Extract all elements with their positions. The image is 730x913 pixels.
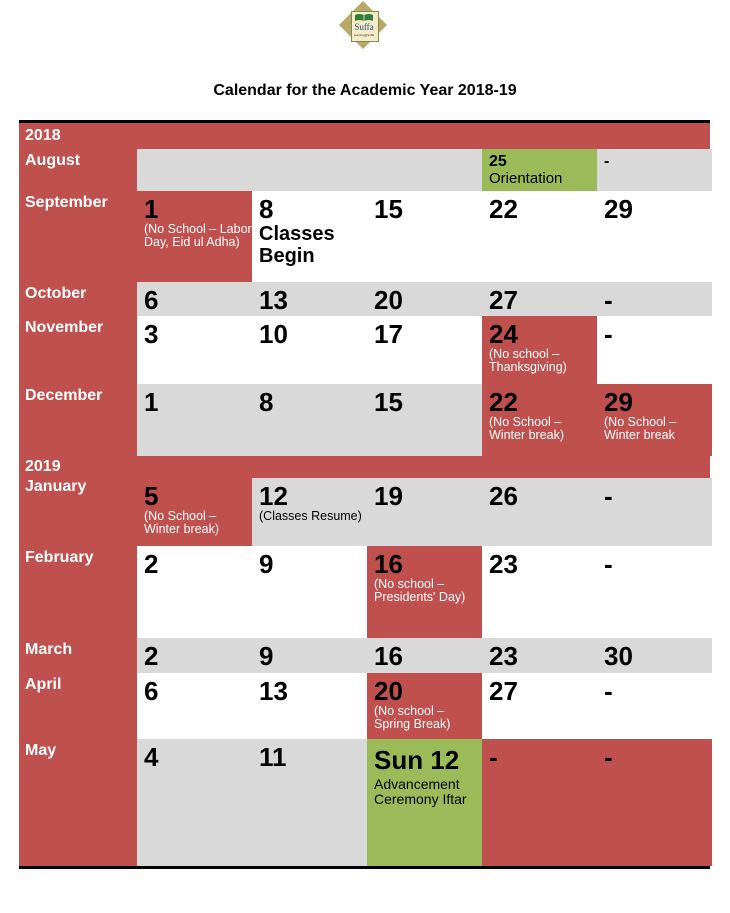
month-row-december xyxy=(19,384,710,456)
month-row-january xyxy=(19,478,710,546)
academic-calendar-table xyxy=(19,120,710,869)
open-book-icon xyxy=(354,13,374,22)
date-cell xyxy=(137,191,252,282)
date-number: - xyxy=(604,549,613,579)
date-number: 22 xyxy=(489,194,518,224)
date-note: (No School – Labor Day, Eid ul Adha) xyxy=(144,222,252,249)
date-number: 24 xyxy=(489,319,518,349)
date-cell xyxy=(252,191,367,282)
date-cell xyxy=(597,638,712,673)
date-number: 8 xyxy=(259,194,274,224)
school-logo xyxy=(340,2,388,50)
date-number: 29 xyxy=(604,194,633,224)
date-number: 20 xyxy=(374,676,403,706)
date-number: Sun 12 xyxy=(374,745,460,775)
date-number: 4 xyxy=(144,742,159,772)
date-note: (No School – Winter break) xyxy=(144,509,220,536)
date-number: 16 xyxy=(374,641,403,671)
date-note: Orientation xyxy=(489,170,563,187)
month-row-april xyxy=(19,673,710,739)
date-cell xyxy=(252,638,367,673)
date-note: (No School – Winter break xyxy=(604,415,677,442)
date-cell xyxy=(482,282,597,316)
date-number: 15 xyxy=(374,194,403,224)
date-cell xyxy=(252,739,367,866)
month-row-march xyxy=(19,638,710,673)
date-cell xyxy=(597,384,712,456)
empty-cell xyxy=(137,149,482,191)
date-number: 8 xyxy=(259,387,274,417)
year-label: 2018 xyxy=(25,127,61,144)
year-label: 2019 xyxy=(25,458,61,475)
date-cell xyxy=(367,478,482,546)
date-number: - xyxy=(604,153,610,170)
date-cell xyxy=(482,638,597,673)
date-cell xyxy=(137,546,252,638)
date-cell xyxy=(252,478,367,546)
date-note: (Classes Resume) xyxy=(259,509,362,523)
date-number: - xyxy=(604,676,613,706)
date-number: 9 xyxy=(259,549,274,579)
date-note: Classes Begin xyxy=(259,223,335,267)
month-label: April xyxy=(19,673,137,739)
date-number: 10 xyxy=(259,319,288,349)
month-label: January xyxy=(19,478,137,546)
date-cell xyxy=(252,316,367,384)
date-note: Advancement Ceremony Iftar xyxy=(374,776,467,807)
date-number: 23 xyxy=(489,549,518,579)
date-cell xyxy=(482,739,597,866)
date-cell xyxy=(137,638,252,673)
date-number: 23 xyxy=(489,641,518,671)
logo-brand: Suffa xyxy=(354,22,374,32)
date-number: 20 xyxy=(374,285,403,315)
month-row-october xyxy=(19,282,710,316)
date-cell xyxy=(367,739,482,866)
date-cell xyxy=(137,739,252,866)
month-label: May xyxy=(19,739,137,866)
date-cell xyxy=(137,384,252,456)
date-cell xyxy=(137,282,252,316)
date-cell xyxy=(252,384,367,456)
date-number: 1 xyxy=(144,387,159,417)
date-number: 13 xyxy=(259,676,288,706)
date-cell xyxy=(367,673,482,739)
date-number: 6 xyxy=(144,285,159,315)
date-cell xyxy=(137,673,252,739)
date-cell xyxy=(597,739,712,866)
logo-tagline: learning@suffa xyxy=(353,33,375,37)
date-number: - xyxy=(604,319,613,349)
date-note: (No school – Spring Break) xyxy=(374,704,451,731)
date-number: 22 xyxy=(489,387,518,417)
date-number: 30 xyxy=(604,641,633,671)
year-row-2018 xyxy=(19,123,710,149)
month-row-may xyxy=(19,739,710,866)
date-note: (No school – Presidents' Day) xyxy=(374,577,466,604)
date-number: 26 xyxy=(489,481,518,511)
date-cell xyxy=(482,546,597,638)
date-cell xyxy=(367,638,482,673)
date-note: (No school – Thanksgiving) xyxy=(489,347,567,374)
date-number: - xyxy=(604,285,613,315)
date-number: 11 xyxy=(259,742,287,772)
month-label: October xyxy=(19,282,137,316)
date-cell xyxy=(597,673,712,739)
date-number: 19 xyxy=(374,481,403,511)
date-cell xyxy=(482,384,597,456)
month-label: December xyxy=(19,384,137,456)
date-cell xyxy=(137,478,252,546)
date-cell xyxy=(597,316,712,384)
date-cell xyxy=(597,191,712,282)
month-row-november xyxy=(19,316,710,384)
date-number: 27 xyxy=(489,285,518,315)
date-number: - xyxy=(604,481,613,511)
page-title: Calendar for the Academic Year 2018-19 xyxy=(213,82,517,99)
date-number: 17 xyxy=(374,319,403,349)
date-cell xyxy=(367,191,482,282)
date-cell xyxy=(597,478,712,546)
month-label: February xyxy=(19,546,137,638)
date-number: 15 xyxy=(374,387,403,417)
month-label: September xyxy=(19,191,137,282)
date-number: - xyxy=(489,742,498,772)
date-cell xyxy=(482,478,597,546)
date-cell xyxy=(252,673,367,739)
date-note: (No School – Winter break) xyxy=(489,415,565,442)
date-cell xyxy=(367,546,482,638)
date-number: 5 xyxy=(144,481,159,511)
date-cell xyxy=(482,673,597,739)
date-number: 29 xyxy=(604,387,633,417)
month-label: November xyxy=(19,316,137,384)
table-bottom-rule xyxy=(19,866,710,869)
month-row-february xyxy=(19,546,710,638)
month-row-august xyxy=(19,149,710,191)
date-cell xyxy=(137,316,252,384)
month-label: August xyxy=(19,149,137,191)
date-cell xyxy=(367,316,482,384)
month-row-september xyxy=(19,191,710,282)
date-cell xyxy=(482,191,597,282)
date-cell xyxy=(252,546,367,638)
date-cell xyxy=(482,316,597,384)
date-number: - xyxy=(604,742,613,772)
date-cell xyxy=(597,149,712,191)
date-cell xyxy=(597,546,712,638)
date-number: 9 xyxy=(259,641,274,671)
date-number: 12 xyxy=(259,481,288,511)
date-cell xyxy=(367,282,482,316)
date-number: 13 xyxy=(259,285,288,315)
date-number: 2 xyxy=(144,641,159,671)
date-number: 3 xyxy=(144,319,159,349)
date-cell xyxy=(252,282,367,316)
date-cell xyxy=(482,149,597,191)
year-row-2019 xyxy=(19,456,710,478)
date-number: 2 xyxy=(144,549,159,579)
date-cell xyxy=(597,282,712,316)
date-number: 25 xyxy=(489,153,507,170)
month-label: March xyxy=(19,638,137,673)
date-number: 6 xyxy=(144,676,159,706)
date-number: 27 xyxy=(489,676,518,706)
date-number: 16 xyxy=(374,549,403,579)
date-cell xyxy=(367,384,482,456)
date-number: 1 xyxy=(144,194,159,224)
